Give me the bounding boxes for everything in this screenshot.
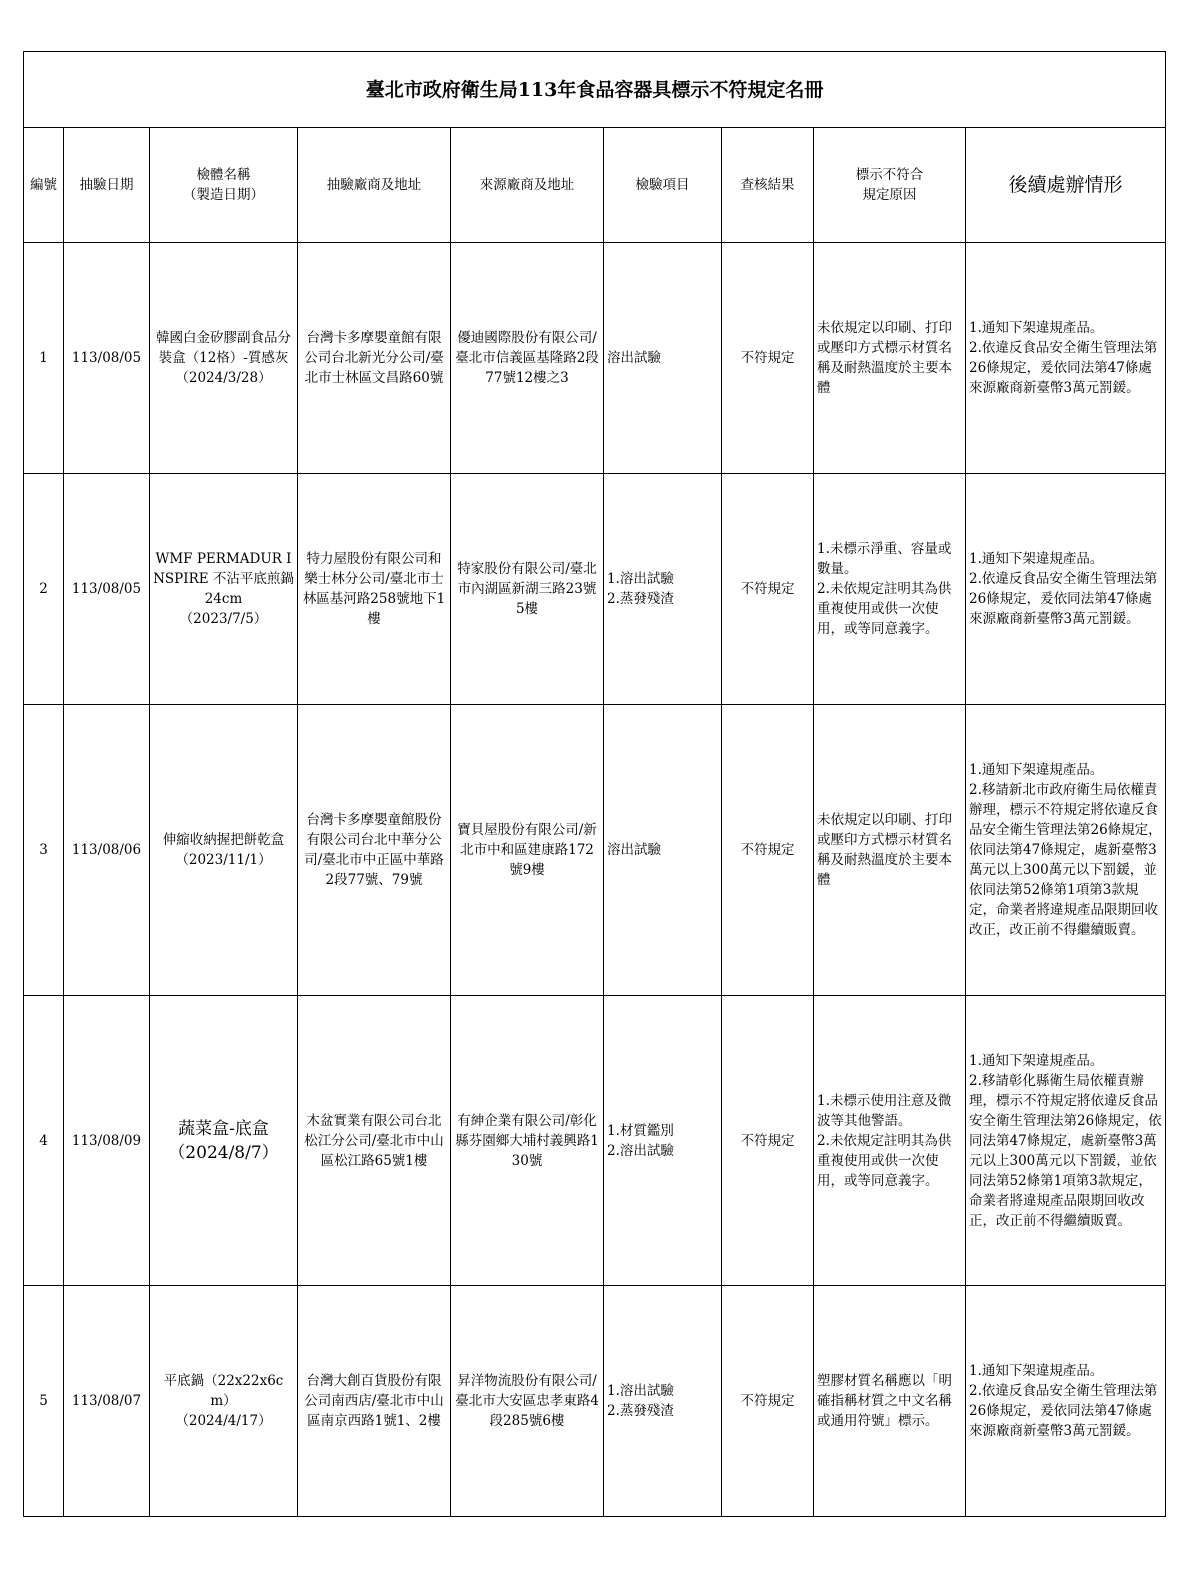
row-date: 113/08/06 [64, 705, 150, 996]
row-result: 不符規定 [722, 705, 814, 996]
row-product: 蔬菜盒-底盒 （2024/8/7） [150, 996, 298, 1286]
row-reason: 1.未標示使用注意及微波等其他警語。 2.未依規定註明其為供重複使用或供一次使用，或等同意義字。 [814, 996, 966, 1286]
header-product: 檢體名稱 （製造日期） [150, 128, 298, 243]
row-source-vendor: 優迪國際股份有限公司/臺北市信義區基隆路2段77號12樓之3 [451, 243, 604, 474]
row-sampled-vendor: 台灣卡多摩嬰童館有限公司台北新光分公司/臺北市士林區文昌路60號 [298, 243, 451, 474]
row-sampled-vendor: 台灣卡多摩嬰童館股份有限公司台北中華分公司/臺北市中正區中華路2段77號、79號 [298, 705, 451, 996]
header-followup: 後續處辦情形 [966, 128, 1166, 243]
row-followup: 1.通知下架違規產品。 2.依違反食品安全衛生管理法第26條規定，爰依同法第47條處來源廠商新臺幣3萬元罰鍰。 [966, 243, 1166, 474]
header-result: 查核結果 [722, 128, 814, 243]
row-test-item: 溶出試驗 [604, 705, 722, 996]
row-result: 不符規定 [722, 996, 814, 1286]
row-no: 2 [24, 474, 64, 705]
row-test-item: 1.溶出試驗 2.蒸發殘渣 [604, 474, 722, 705]
row-test-item: 溶出試驗 [604, 243, 722, 474]
row-followup: 1.通知下架違規產品。 2.移請新北市政府衛生局依權責辦理，標示不符規定將依違反食品安全衛生管理法第26條規定，依同法第47條規定，處新臺幣3萬元以上300萬元以下罰鍰，並依同法第52條第1項第3款規定，命業者將違規產品限期回收改正，改正前不得繼續販賣。 [966, 705, 1166, 996]
row-source-vendor: 有紳企業有限公司/彰化縣芬園鄉大埔村義興路130號 [451, 996, 604, 1286]
table-row [24, 996, 1166, 1286]
table-row [24, 243, 1166, 474]
row-date: 113/08/09 [64, 996, 150, 1286]
row-source-vendor: 昇洋物流股份有限公司/臺北市大安區忠孝東路4段285號6樓 [451, 1286, 604, 1517]
row-date: 113/08/07 [64, 1286, 150, 1517]
row-followup: 1.通知下架違規產品。 2.移請彰化縣衛生局依權責辦理，標示不符規定將依違反食品安全衛生管理法第26條規定，依同法第47條規定，處新臺幣3萬元以上300萬元以下罰鍰，並依同法第52條第1項第3款規定，命業者將違規產品限期回收改正，改正前不得繼續販賣。 [966, 996, 1166, 1286]
table-row [24, 1286, 1166, 1517]
row-no: 4 [24, 996, 64, 1286]
row-no: 1 [24, 243, 64, 474]
header-test-item: 檢驗項目 [604, 128, 722, 243]
row-followup: 1.通知下架違規產品。 2.依違反食品安全衛生管理法第26條規定，爰依同法第47條處來源廠商新臺幣3萬元罰鍰。 [966, 1286, 1166, 1517]
row-product: WMF PERMADUR INSPIRE 不沾平底煎鍋24cm （2023/7/5） [150, 474, 298, 705]
row-no: 3 [24, 705, 64, 996]
row-sampled-vendor: 特力屋股份有限公司和樂士林分公司/臺北市士林區基河路258號地下1樓 [298, 474, 451, 705]
header-date: 抽驗日期 [64, 128, 150, 243]
row-date: 113/08/05 [64, 243, 150, 474]
table-row [24, 474, 1166, 705]
table-header-row [24, 128, 1166, 243]
row-result: 不符規定 [722, 1286, 814, 1517]
row-reason: 未依規定以印刷、打印或壓印方式標示材質名稱及耐熱溫度於主要本體 [814, 243, 966, 474]
table-row [24, 705, 1166, 996]
row-date: 113/08/05 [64, 474, 150, 705]
row-sampled-vendor: 台灣大創百貨股份有限公司南西店/臺北市中山區南京西路1號1、2樓 [298, 1286, 451, 1517]
row-source-vendor: 特家股份有限公司/臺北市內湖區新湖三路23號5樓 [451, 474, 604, 705]
header-reason: 標示不符合 規定原因 [814, 128, 966, 243]
row-followup: 1.通知下架違規產品。 2.依違反食品安全衛生管理法第26條規定，爰依同法第47條處來源廠商新臺幣3萬元罰鍰。 [966, 474, 1166, 705]
noncompliance-register-table [23, 51, 1166, 1517]
row-reason: 1.未標示淨重、容量或數量。 2.未依規定註明其為供重複使用或供一次使用，或等同意義字。 [814, 474, 966, 705]
row-no: 5 [24, 1286, 64, 1517]
row-sampled-vendor: 木盆實業有限公司台北松江分公司/臺北市中山區松江路65號1樓 [298, 996, 451, 1286]
row-source-vendor: 寶貝屋股份有限公司/新北市中和區建康路172號9樓 [451, 705, 604, 996]
header-sampled-vendor: 抽驗廠商及地址 [298, 128, 451, 243]
header-no: 編號 [24, 128, 64, 243]
header-source-vendor: 來源廠商及地址 [451, 128, 604, 243]
row-product: 平底鍋（22x22x6cm） （2024/4/17） [150, 1286, 298, 1517]
row-test-item: 1.溶出試驗 2.蒸發殘渣 [604, 1286, 722, 1517]
row-test-item: 1.材質鑑別 2.溶出試驗 [604, 996, 722, 1286]
row-result: 不符規定 [722, 243, 814, 474]
row-reason: 未依規定以印刷、打印或壓印方式標示材質名稱及耐熱溫度於主要本體 [814, 705, 966, 996]
row-product: 韓國白金矽膠副食品分裝盒（12格）-質感灰 （2024/3/28） [150, 243, 298, 474]
document-title: 臺北市政府衛生局113年食品容器具標示不符規定名冊 [24, 52, 1166, 128]
row-result: 不符規定 [722, 474, 814, 705]
row-product: 伸縮收納握把餅乾盒 （2023/11/1） [150, 705, 298, 996]
row-reason: 塑膠材質名稱應以「明確指稱材質之中文名稱或通用符號」標示。 [814, 1286, 966, 1517]
